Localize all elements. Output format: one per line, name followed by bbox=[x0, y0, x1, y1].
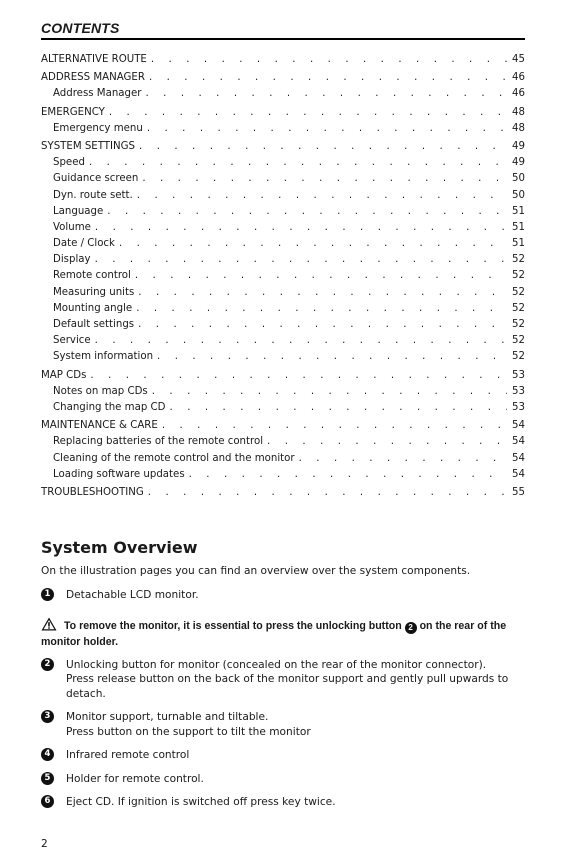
toc-entry bbox=[41, 86, 525, 102]
toc-page-number: 49 bbox=[512, 157, 525, 169]
intro-paragraph: On the illustration pages you can find an overview over the system components. bbox=[41, 565, 471, 577]
toc-dot-leader bbox=[267, 434, 507, 450]
toc-entry bbox=[41, 485, 525, 501]
toc-entry-title: Language bbox=[53, 205, 104, 217]
number-badge-6-icon: 6 bbox=[41, 795, 54, 808]
page-number: 2 bbox=[41, 838, 48, 850]
warning-text-end: on the rear of the monitor holder. bbox=[41, 619, 507, 648]
toc-page-number: 52 bbox=[512, 335, 525, 347]
toc-entry bbox=[41, 70, 525, 86]
item-line: Detachable LCD monitor. bbox=[66, 589, 199, 601]
toc-entry-title: Mounting angle bbox=[53, 302, 133, 314]
toc-dot-leader bbox=[138, 285, 507, 301]
toc-dot-leader bbox=[151, 52, 507, 68]
toc-entry bbox=[41, 121, 525, 137]
toc-entry-title: Changing the map CD bbox=[53, 401, 166, 413]
overview-item-6 bbox=[41, 795, 531, 810]
toc-dot-leader bbox=[152, 384, 507, 400]
overview-item-1 bbox=[41, 588, 531, 603]
toc-dot-leader bbox=[90, 368, 507, 384]
toc-dot-leader bbox=[139, 139, 507, 155]
toc-entry bbox=[41, 285, 525, 301]
toc-page-number: 55 bbox=[512, 486, 525, 498]
toc-page-number: 46 bbox=[512, 72, 525, 84]
toc-entry bbox=[41, 171, 525, 187]
toc-page-number: 53 bbox=[512, 401, 525, 413]
toc-entry-title: Cleaning of the remote control and the monitor bbox=[53, 452, 295, 464]
toc-dot-leader bbox=[95, 333, 507, 349]
header-rule bbox=[41, 38, 525, 40]
item-line: Eject CD. If ignition is switched off press key twice. bbox=[66, 796, 336, 808]
toc-dot-leader bbox=[149, 70, 507, 86]
toc-page-number: 51 bbox=[512, 221, 525, 233]
toc-page-number: 52 bbox=[512, 286, 525, 298]
overview-item-3 bbox=[41, 710, 531, 739]
toc-page-number: 52 bbox=[512, 302, 525, 314]
number-badge-3-icon: 3 bbox=[41, 710, 54, 723]
toc-entry-title: Loading software updates bbox=[53, 468, 185, 480]
toc-entry-title: Guidance screen bbox=[53, 173, 139, 185]
toc-entry bbox=[41, 451, 525, 467]
toc-dot-leader bbox=[148, 485, 507, 501]
toc-dot-leader bbox=[138, 317, 507, 333]
toc-entry-title: Date / Clock bbox=[53, 238, 115, 250]
toc-entry-title: Dyn. route sett. bbox=[53, 189, 133, 201]
toc-entry bbox=[41, 155, 525, 171]
toc-entry-title: TROUBLESHOOTING bbox=[41, 486, 144, 498]
toc-entry bbox=[41, 418, 525, 434]
warning-triangle-icon bbox=[41, 617, 57, 636]
toc-entry bbox=[41, 301, 525, 317]
toc-page-number: 45 bbox=[512, 54, 525, 65]
toc-page-number: 48 bbox=[512, 106, 525, 118]
item-line: Press release button on the back of the monitor support and gently pull upwards to bbox=[66, 673, 509, 685]
toc-page-number: 53 bbox=[512, 385, 525, 397]
toc-page-number: 46 bbox=[512, 88, 525, 100]
section-title: System Overview bbox=[41, 538, 198, 557]
toc-entry bbox=[41, 139, 525, 155]
toc-entry bbox=[41, 188, 525, 204]
number-badge-4-icon: 4 bbox=[41, 748, 54, 761]
toc-entry-title: Display bbox=[53, 254, 91, 266]
toc-entry bbox=[41, 236, 525, 252]
item-line: Unlocking button for monitor (concealed on the rear of the monitor connector). bbox=[66, 658, 487, 671]
overview-item-5 bbox=[41, 772, 531, 787]
overview-item-4 bbox=[41, 748, 531, 763]
toc-page-number: 52 bbox=[512, 270, 525, 282]
toc-entry bbox=[41, 467, 525, 483]
number-badge-1-icon: 1 bbox=[41, 588, 54, 601]
toc-entry-title: Replacing batteries of the remote control bbox=[53, 436, 264, 448]
toc-entry bbox=[41, 368, 525, 384]
toc-page-number: 52 bbox=[512, 254, 525, 266]
item-line: Infrared remote control bbox=[66, 749, 190, 761]
toc-page-number: 53 bbox=[512, 369, 525, 381]
toc-entry bbox=[41, 204, 525, 220]
number-badge-ref-icon: 2 bbox=[405, 622, 417, 634]
toc-dot-leader bbox=[145, 86, 507, 102]
toc-entry-title: Emergency menu bbox=[53, 122, 143, 134]
toc-page-number: 52 bbox=[512, 319, 525, 330]
toc-entry-title: EMERGENCY bbox=[41, 106, 105, 118]
toc-dot-leader bbox=[135, 268, 507, 284]
toc-entry bbox=[41, 268, 525, 284]
toc-page-number: 50 bbox=[512, 189, 525, 201]
toc-entry-title: MAINTENANCE & CARE bbox=[41, 420, 158, 432]
toc-dot-leader bbox=[299, 451, 507, 467]
toc-dot-leader bbox=[170, 400, 507, 416]
system-overview-section bbox=[41, 538, 531, 810]
overview-item-2 bbox=[41, 658, 531, 702]
toc-dot-leader bbox=[162, 418, 507, 434]
toc-entry-title: Remote control bbox=[53, 270, 131, 282]
item-line: Monitor support, turnable and tiltable. bbox=[66, 711, 269, 723]
toc-dot-leader bbox=[109, 105, 507, 121]
toc-page-number: 50 bbox=[512, 173, 525, 185]
item-line: Holder for remote control. bbox=[66, 772, 204, 785]
toc-page-number: 54 bbox=[512, 468, 525, 480]
warning-note bbox=[41, 617, 531, 650]
table-of-contents bbox=[41, 52, 525, 501]
toc-dot-leader bbox=[89, 155, 507, 171]
toc-page-number: 54 bbox=[512, 436, 525, 448]
item-line: detach. bbox=[66, 687, 106, 700]
toc-entry-title: Address Manager bbox=[53, 88, 142, 100]
toc-entry-title: SYSTEM SETTINGS bbox=[41, 140, 136, 152]
toc-entry-title: Service bbox=[53, 335, 91, 347]
page-header bbox=[41, 20, 525, 40]
toc-entry-title: Default settings bbox=[53, 319, 135, 330]
toc-dot-leader bbox=[147, 121, 507, 137]
toc-entry-title: ADDRESS MANAGER bbox=[41, 72, 145, 84]
toc-dot-leader bbox=[107, 204, 507, 220]
toc-page-number: 54 bbox=[512, 452, 525, 464]
toc-dot-leader bbox=[142, 171, 507, 187]
toc-dot-leader bbox=[95, 220, 507, 236]
warning-text-start: To remove the monitor, it is essential to press the unlocking button bbox=[64, 619, 402, 632]
toc-dot-leader bbox=[157, 349, 507, 365]
toc-dot-leader bbox=[119, 236, 507, 252]
toc-dot-leader bbox=[137, 188, 507, 204]
toc-page-number: 48 bbox=[512, 122, 525, 134]
toc-page-number: 49 bbox=[512, 140, 525, 152]
toc-entry bbox=[41, 220, 525, 236]
toc-entry-title: Speed bbox=[53, 157, 85, 169]
toc-entry bbox=[41, 384, 525, 400]
toc-entry bbox=[41, 105, 525, 121]
toc-dot-leader bbox=[95, 252, 507, 268]
toc-dot-leader bbox=[189, 467, 507, 483]
toc-page-number: 51 bbox=[512, 238, 525, 250]
toc-page-number: 52 bbox=[512, 351, 525, 363]
toc-entry bbox=[41, 333, 525, 349]
toc-entry-title: MAP CDs bbox=[41, 369, 87, 381]
toc-entry bbox=[41, 317, 525, 333]
toc-entry bbox=[41, 52, 525, 68]
toc-page-number: 54 bbox=[512, 420, 525, 432]
number-badge-5-icon: 5 bbox=[41, 772, 54, 785]
toc-entry-title: ALTERNATIVE ROUTE bbox=[41, 54, 147, 65]
toc-entry bbox=[41, 349, 525, 365]
number-badge-2-icon: 2 bbox=[41, 658, 54, 671]
page-title: CONTENTS bbox=[41, 20, 120, 36]
toc-page-number: 51 bbox=[512, 205, 525, 217]
toc-entry bbox=[41, 252, 525, 268]
item-line: Press button on the support to tilt the monitor bbox=[66, 725, 311, 738]
toc-entry-title: Measuring units bbox=[53, 286, 135, 298]
toc-entry-title: Volume bbox=[53, 221, 91, 233]
toc-entry bbox=[41, 400, 525, 416]
toc-entry bbox=[41, 434, 525, 450]
toc-entry-title: System information bbox=[53, 351, 154, 363]
toc-dot-leader bbox=[136, 301, 507, 317]
toc-entry-title: Notes on map CDs bbox=[53, 385, 148, 397]
